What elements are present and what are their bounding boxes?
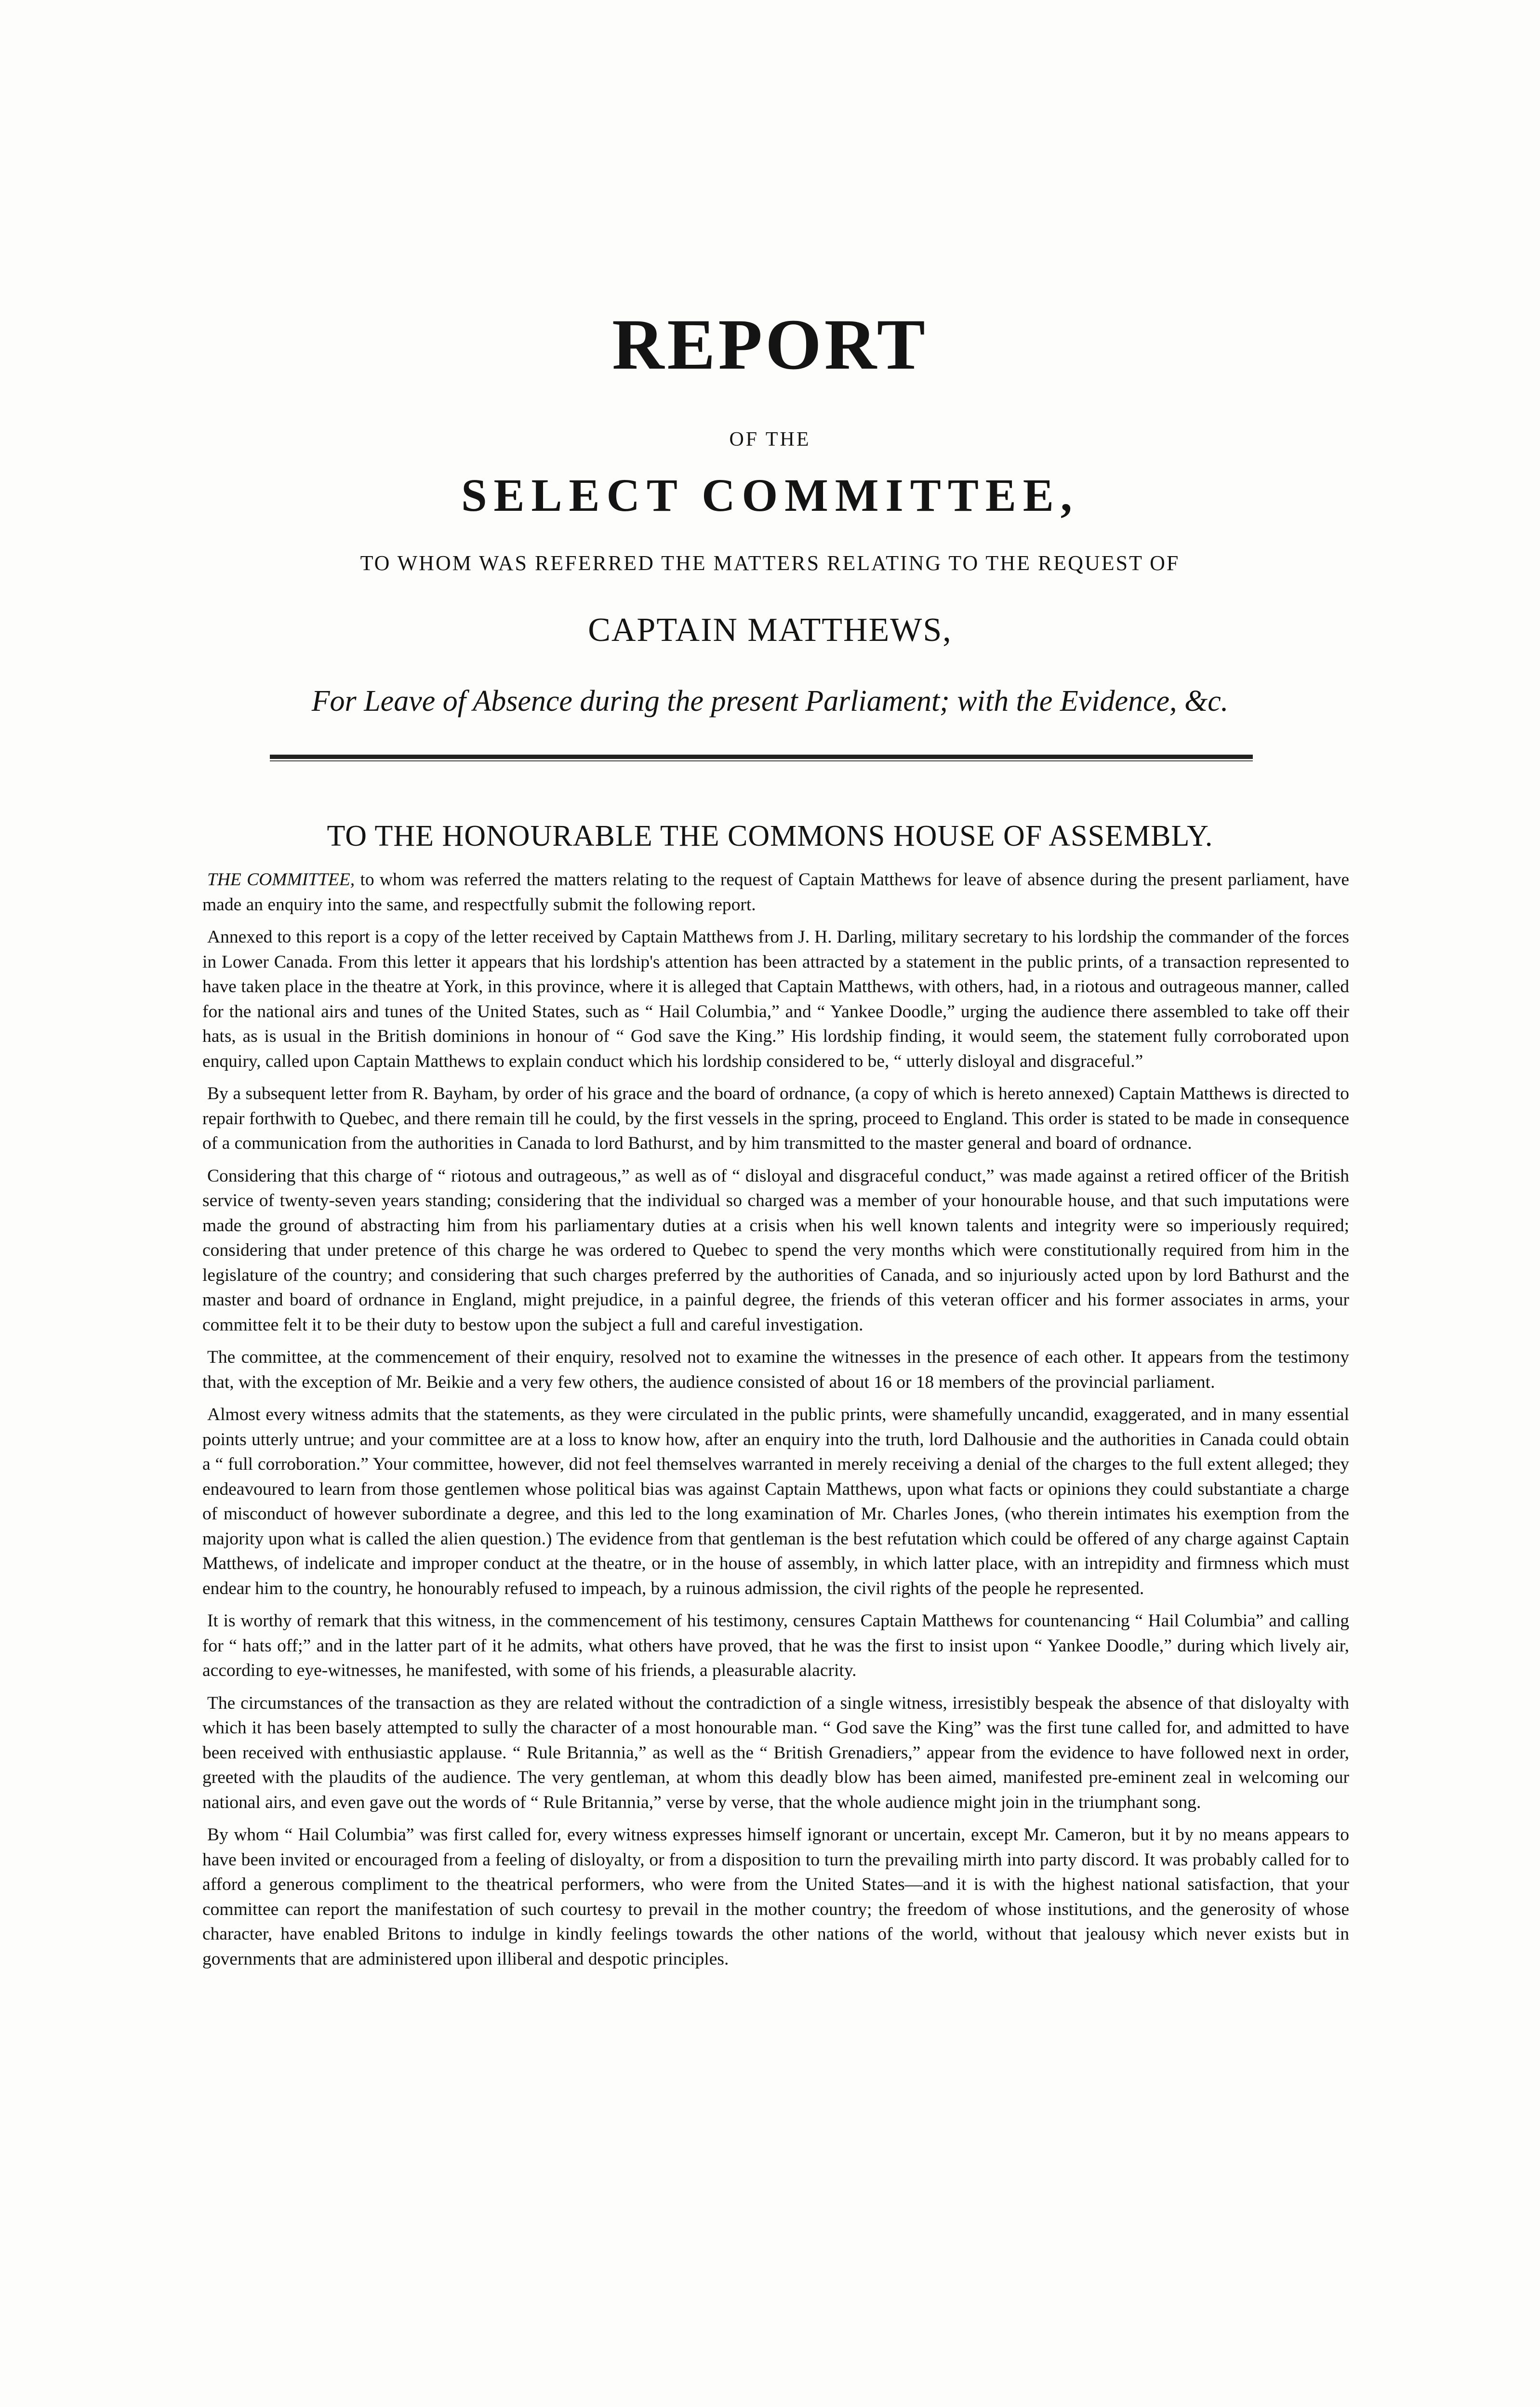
of-the-line: OF THE	[729, 428, 811, 451]
committee-heading: SELECT COMMITTEE,	[461, 469, 1079, 521]
paragraph-7	[202, 1609, 1349, 1683]
paragraph-text: The circumstances of the transaction as they are related without the contradiction of a single witness, irresistibly bespeak the absence of that disloyalty with which it has been basely attempted to sully the character of a most honourable man. “ God save the King” was the first tune called for, and admitted to have been received with enthusiastic applause. “ Rule Britannia,” as well as the “ British Grenadiers,” appear from the evidence to have followed next in order, greeted with the plaudits of the audience. The very gentleman, at whom this deadly blow has been aimed, manifested pre-eminent zeal in welcoming our national airs, and even gave out the words of “ Rule Britannia,” verse by verse, that the whole audience might join in the triumphant song.	[202, 1693, 1349, 1812]
paragraph-text: It is worthy of remark that this witness, in the commencement of his testimony, censures Captain Matthews for countenancing “ Hail Columbia” and calling for “ hats off;” and in the latter part of it he admits, what others have proved, that he was the first to insist upon “ Yankee Doodle,” during which lively air, according to eye-witnesses, he manifested, with some of his friends, a pleasurable alacrity.	[202, 1611, 1349, 1680]
captain-heading: CAPTAIN MATTHEWS,	[588, 612, 952, 649]
paragraph-8	[202, 1691, 1349, 1815]
referred-line: TO WHOM WAS REFERRED THE MATTERS RELATING TO THE REQUEST OF	[360, 551, 1180, 575]
paragraph-text: By whom “ Hail Columbia” was first called for, every witness expresses himself ignorant or uncertain, except Mr. Cameron, but it by no means appears to have been invited or encouraged from a feeling of disloyalty, or from a disposition to turn the prevailing mirth into party discord. It was probably called for to afford a generous compliment to the theatrical performers, who were from the United States—and it is with the highest national satisfaction, that your committee can report the manifestation of such courtesy to prevail in the mother country; the freedom of whose institutions, and the generosity of whose character, have enabled Britons to indulge in kindly feelings towards the other nations of the world, without that jealousy which never exists but in governments that are administered upon illiberal and despotic principles.	[202, 1825, 1349, 1969]
paragraph-4	[202, 1164, 1349, 1338]
paragraph-9	[202, 1822, 1349, 1971]
paragraph-2	[202, 925, 1349, 1074]
paragraph-1	[202, 867, 1349, 917]
paragraph-text: to whom was referred the matters relating to the request of Captain Matthews for leave of absence during the present parliament, have made an enquiry into the same, and respectfully submit the following report.	[202, 870, 1349, 915]
leave-subtitle: For Leave of Absence during the present Parliament; with the Evidence, &c.	[311, 685, 1229, 718]
report-title: REPORT	[612, 305, 928, 385]
paragraph-text: By a subsequent letter from R. Bayham, by order of his grace and the board of ordnance, (a copy of which is hereto annexed) Captain Matthews is directed to repair forthwith to Quebec, and there remain till he could, by the first vessels in the spring, proceed to England. This order is stated to be made in consequence of a communication from the authorities in Canada to lord Bathurst, and by him transmitted to the master general and board of ordnance.	[202, 1084, 1349, 1153]
paragraph-text: Considering that this charge of “ riotous and outrageous,” as well as of “ disloyal and disgraceful conduct,” was made against a retired officer of the British service of twenty-seven years standing; considering that the individual so charged was a member of your honourable house, and that such imputations were made the ground of abstracting him from his parliamentary duties at a crisis when his well known talents and integrity were so imperiously required; considering that under pretence of this charge he was ordered to Quebec to spend the very months which were constitutionally required from him in the legislature of the country; and considering that such charges preferred by the authorities of Canada, and so injuriously acted upon by lord Bathurst and the master and board of ordnance in England, might prejudice, in a painful degree, the friends of this veteran officer and his former associates in arms, your committee felt it to be their duty to bestow upon the subject a full and careful investigation.	[202, 1166, 1349, 1335]
decorative-rule	[270, 755, 1253, 762]
report-body	[202, 867, 1349, 2352]
paragraph-6	[202, 1402, 1349, 1601]
paragraph-lead: THE COMMITTEE,	[207, 870, 355, 890]
addressee-heading: TO THE HONOURABLE THE COMMONS HOUSE OF ASSEMBLY.	[327, 820, 1213, 852]
paragraph-text: Annexed to this report is a copy of the letter received by Captain Matthews from J. H. Darling, military secretary to his lordship the commander of the forces in Lower Canada. From this letter it appears that his lordship's attention has been attracted by a statement in the public prints, of a transaction represented to have taken place in the theatre at York, in this province, where it is alleged that Captain Matthews, with others, had, in a riotous and outrageous manner, called for the national airs and tunes of the United States, such as “ Hail Columbia,” and “ Yankee Doodle,” urging the audience there assembled to take off their hats, as is usual in the British dominions in honour of “ God save the King.” His lordship finding, it would seem, the statement fully corroborated upon enquiry, called upon Captain Matthews to explain conduct which his lordship considered to be, “ utterly disloyal and disgraceful.”	[202, 927, 1349, 1071]
paragraph-text: Almost every witness admits that the statements, as they were circulated in the public prints, were shamefully uncandid, exaggerated, and in many essential points utterly untrue; and your committee are at a loss to know how, after an enquiry into the truth, lord Dalhousie and the authorities in Canada could obtain a “ full corroboration.” Your committee, however, did not feel themselves warranted in merely receiving a denial of the charges to the full extent alleged; they endeavoured to learn from those gentlemen whose political bias was against Captain Matthews, upon what facts or opinions they could substantiate a charge of misconduct of however subordinate a degree, and this led to the long examination of Mr. Charles Jones, (who therein intimates his exemption from the majority upon what is called the alien question.) The evidence from that gentleman is the best refutation which could be offered of any charge against Captain Matthews, of indelicate and improper conduct at the theatre, or in the house of assembly, in which latter place, with an intrepidity and firmness which must endear him to the country, he honourably refused to impeach, by a ruinous admission, the civil rights of the people he represented.	[202, 1405, 1349, 1598]
paragraph-5	[202, 1345, 1349, 1395]
paragraph-3	[202, 1081, 1349, 1156]
paragraph-text: The committee, at the commencement of their enquiry, resolved not to examine the witnesses in the presence of each other. It appears from the testimony that, with the exception of Mr. Beikie and a very few others, the audience consisted of about 16 or 18 members of the provincial parliament.	[202, 1347, 1349, 1392]
